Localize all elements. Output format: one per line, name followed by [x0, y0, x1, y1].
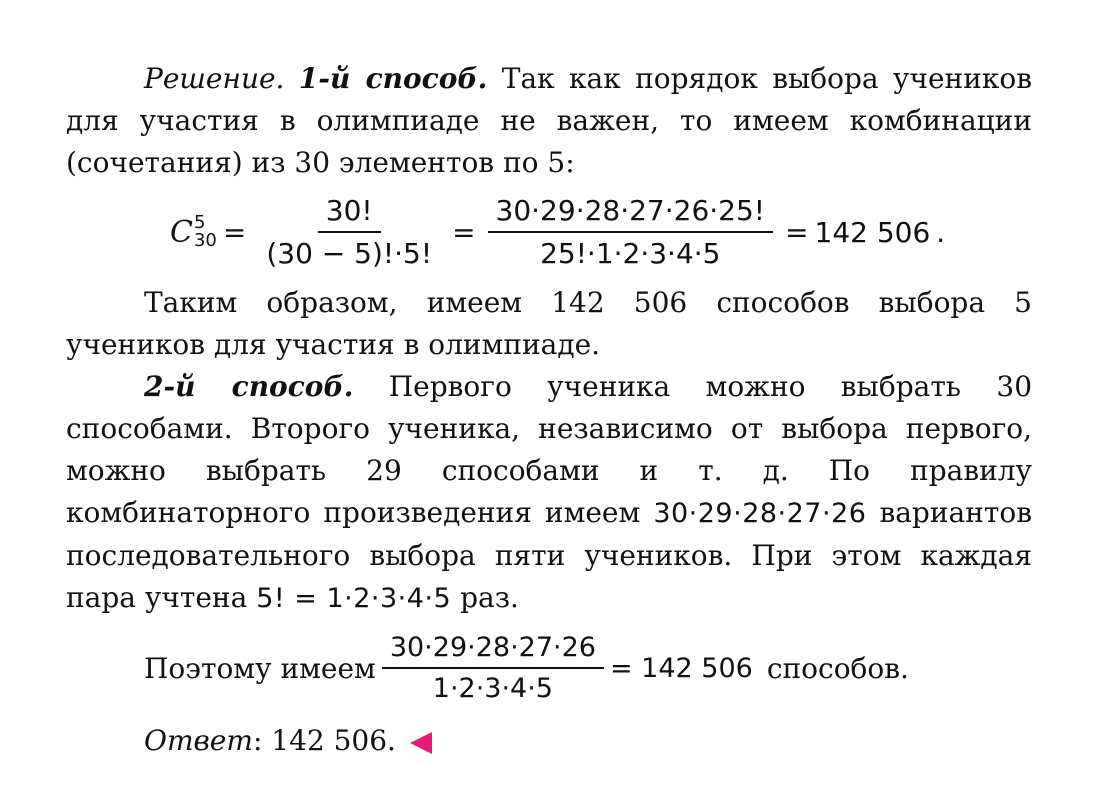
- method2-text-b: вариантов последовательного выбора пяти учеников. При этом каждая пара учтена: [66, 496, 1032, 614]
- formula-2-lead: Поэтому имеем: [144, 651, 376, 685]
- paragraph-method2: [66, 366, 1032, 620]
- factorial-expression: 5! = 1·2·3·4·5: [256, 583, 452, 614]
- paragraph-conclusion: [66, 282, 1032, 366]
- answer-line: [66, 720, 1032, 762]
- combination-sub: 30: [193, 230, 217, 251]
- formula-product: [66, 622, 1032, 714]
- fraction-2: [488, 194, 774, 270]
- method2-label: 2-й способ.: [144, 370, 354, 403]
- method1-text: Так как порядок выбора учеников для участия в олимпиаде не важен, то имеем комбинации (сочетания) из 30 элементов по 5:: [66, 62, 1032, 179]
- combination-sup: 5: [193, 212, 206, 233]
- end-of-solution-triangle-icon: [410, 732, 432, 754]
- equals-sign-2: =: [452, 215, 476, 249]
- solution-label: Решение.: [144, 62, 285, 95]
- formula-2-result: = 142 506: [609, 652, 753, 684]
- fraction-1-numerator: 30!: [318, 194, 381, 233]
- combination-indices: [194, 214, 217, 250]
- formula-2-tail: способов.: [766, 651, 909, 685]
- formula-1-period: .: [936, 215, 946, 249]
- fraction-1: [258, 194, 440, 270]
- fraction-3: [382, 632, 604, 704]
- fraction-2-denominator: 25!·1·2·3·4·5: [540, 237, 721, 270]
- solution-text: [66, 58, 1032, 762]
- product-expression: 30·29·28·27·26: [653, 498, 867, 529]
- paragraph-method1: [66, 58, 1032, 184]
- equals-sign-1: =: [222, 215, 247, 249]
- formula-combinations: [66, 186, 1032, 278]
- equals-sign-3: =: [785, 215, 809, 249]
- answer-label: Ответ: [144, 724, 253, 757]
- fraction-3-numerator: 30·29·28·27·26: [382, 632, 604, 669]
- method2-text-a: Первого ученика можно выбрать 30 способами. Второго ученика, независимо от выбора первого, можно выбрать 29 способами и т. д. По правилу комбинаторного произведения имеем: [66, 370, 1033, 529]
- fraction-2-numerator: 30·29·28·27·26·25!: [488, 194, 774, 233]
- combination-symbol: C: [170, 214, 193, 250]
- formula-1-result: 142 506: [814, 215, 931, 249]
- fraction-1-denominator: (30 − 5)!·5!: [266, 237, 433, 270]
- conclusion-text: Таким образом, имеем 142 506 способов выбора 5 учеников для участия в олимпиаде.: [66, 286, 1032, 361]
- answer-text: : 142 506.: [252, 724, 396, 757]
- method1-label: 1-й способ.: [298, 62, 488, 95]
- method2-text-c: раз.: [451, 581, 519, 614]
- fraction-3-denominator: 1·2·3·4·5: [432, 673, 553, 704]
